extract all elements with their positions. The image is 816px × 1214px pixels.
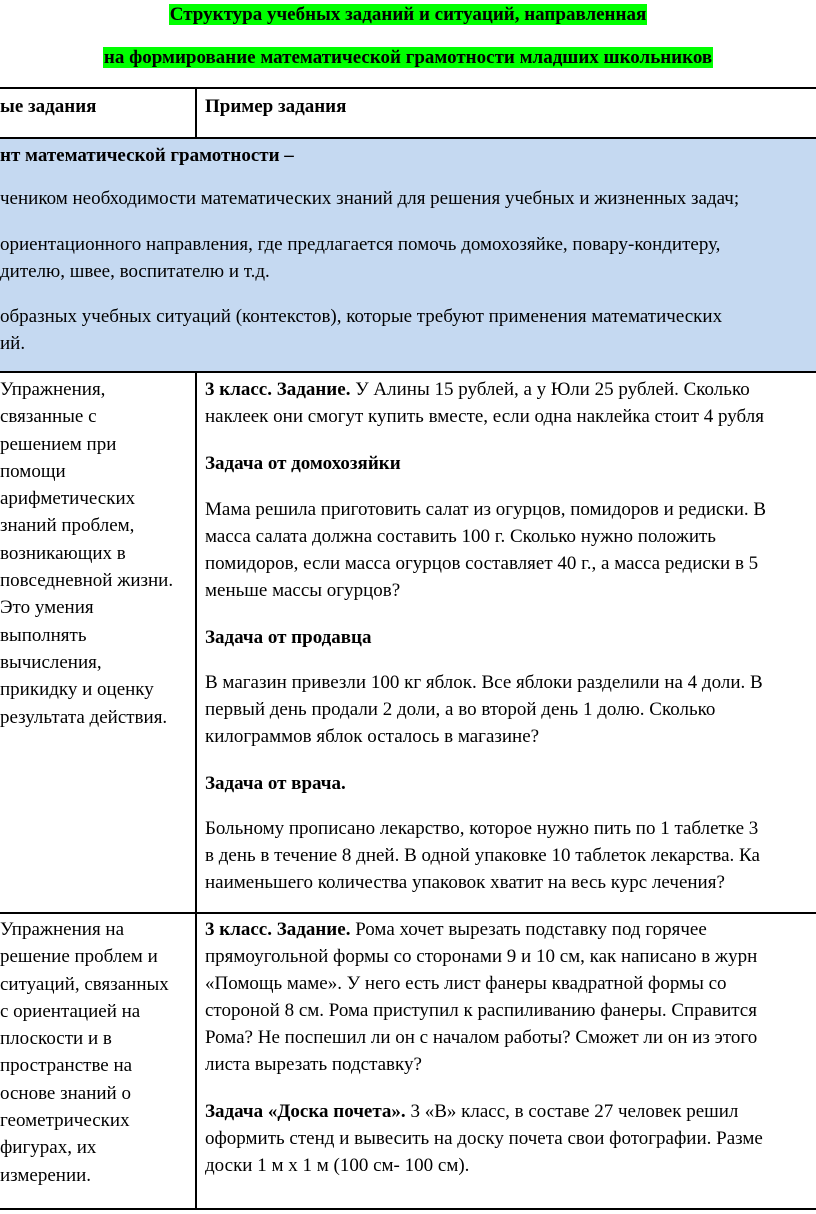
row2-task1-line: Рома? Не поспешил ли он с началом работы? Сможет ли он из этого: [205, 1027, 758, 1048]
section-line: ориентационного направления, где предлагается помочь домохозяйке, повару-кондитеру,: [0, 234, 721, 255]
housewife-line: меньше массы огурцов?: [205, 580, 401, 601]
row2-left-line: измерении.: [0, 1164, 92, 1186]
row1-left-line: знаний проблем,: [0, 515, 135, 537]
row1-left-line: выполнять: [0, 624, 87, 646]
section-line: дителю, швее, воспитателю и т.д.: [0, 261, 270, 282]
doctor-line: наименьшего количества упаковок хватит на весь курс лечения?: [205, 872, 725, 893]
housewife-heading: Задача от домохозяйки: [205, 453, 401, 474]
doctor-heading: Задача от врача.: [205, 773, 346, 794]
row2-task2: [205, 1098, 738, 1125]
housewife-line: Мама решила приготовить салат из огурцов, помидоров и редиски. В: [205, 499, 767, 520]
row1-task1-text: У Алины 15 рублей, а у Юли 25 рублей. Сколько: [350, 379, 750, 400]
row2-task2-label: Задача «Доска почета».: [205, 1101, 406, 1122]
row1-task1: [205, 376, 750, 403]
row2-task2-line: доски 1 м х 1 м (100 см- 100 см).: [205, 1155, 470, 1176]
row2-left-line: с ориентацией на: [0, 1000, 141, 1022]
table-divider-header: [195, 87, 197, 139]
row1-task1-label: 3 класс. Задание.: [205, 379, 351, 400]
table-border-bottom: [0, 1208, 816, 1210]
row1-left-line: связанные с: [0, 406, 97, 428]
row2-left-line: решение проблем и: [0, 946, 158, 968]
row1-left-line: повседневной жизни.: [0, 570, 174, 592]
table-divider-body: [195, 371, 197, 1210]
row2-task1-line: стороной 8 см. Рома приступил к распиливанию фанеры. Справится: [205, 1000, 757, 1021]
row1-left-line: прикидку и оценку: [0, 679, 154, 701]
row2-left-line: геометрических: [0, 1110, 130, 1132]
row2-task2-text: 3 «В» класс, в составе 27 человек решил: [405, 1101, 739, 1122]
row2-task-type: [0, 916, 194, 1189]
row2-task1-text: Рома хочет вырезать подставку под горячее: [350, 919, 707, 940]
row1-left-line: помощи: [0, 460, 66, 482]
header-col-tasks: ые задания: [0, 96, 97, 117]
row1-left-line: решением при: [0, 433, 117, 455]
row2-left-line: плоскости и в: [0, 1028, 112, 1050]
row1-left-line: арифметических: [0, 488, 136, 510]
seller-line: первый день продали 2 доли, а во второй день 1 долю. Сколько: [205, 699, 716, 720]
document-title-line-2: на формирование математической грамотности младших школьников: [103, 47, 713, 68]
housewife-line: масса салата должна составить 100 г. Сколько нужно положить: [205, 526, 716, 547]
table-border-row1-bottom: [0, 912, 816, 914]
seller-line: килограммов яблок осталось в магазине?: [205, 726, 540, 747]
row2-task1-line: прямоугольной формы со сторонами 9 и 10 см, как написано в журн: [205, 946, 758, 967]
row2-task1-line: листа вырезать подставку?: [205, 1054, 422, 1075]
row2-left-line: фигурах, их: [0, 1137, 97, 1159]
section-line: чеником необходимости математических знаний для решения учебных и жизненных задач;: [0, 188, 740, 209]
row2-left-line: ситуаций, связанных: [0, 973, 169, 995]
row1-left-line: возникающих в: [0, 542, 126, 564]
doctor-line: Больному прописано лекарство, которое нужно пить по 1 таблетке 3: [205, 818, 759, 839]
row2-left-line: пространстве на: [0, 1055, 133, 1077]
section-line: ий.: [0, 333, 26, 354]
row1-task-type: [0, 376, 194, 731]
seller-line: В магазин привезли 100 кг яблок. Все яблоки разделили на 4 доли. В: [205, 672, 763, 693]
header-col-example: Пример задания: [205, 96, 347, 117]
row2-task1-line: «Помощь маме». У него есть лист фанеры квадратной формы со: [205, 973, 727, 994]
row1-task1-line: наклеек они смогут купить вместе, если одна наклейка стоит 4 рубля: [205, 406, 764, 427]
section-heading: нт математической грамотности –: [0, 145, 294, 166]
doctor-line: в день в течение 8 дней. В одной упаковке 10 таблеток лекарства. Ка: [205, 845, 760, 866]
row2-task1-label: 3 класс. Задание.: [205, 919, 351, 940]
table-border-section-bottom: [0, 371, 816, 373]
row2-task1: [205, 916, 707, 943]
seller-heading: Задача от продавца: [205, 627, 372, 648]
row1-left-line: Это умения: [0, 597, 94, 619]
section-line: образных учебных ситуаций (контекстов), которые требуют применения математических: [0, 306, 723, 327]
row1-left-line: результата действия.: [0, 706, 168, 728]
row2-left-line: основе знаний о: [0, 1082, 131, 1104]
row2-left-line: Упражнения на: [0, 919, 125, 940]
row2-task2-line: оформить стенд и вывесить на доску почета свои фотографии. Разме: [205, 1128, 763, 1149]
row1-left-line: Упражнения,: [0, 379, 106, 400]
row1-left-line: вычисления,: [0, 651, 102, 673]
table-border-top: [0, 87, 816, 89]
housewife-line: помидоров, если масса огурцов составляет 40 г., а масса редиски в 5: [205, 553, 759, 574]
document-title-line-1: Структура учебных заданий и ситуаций, направленная: [169, 4, 647, 25]
